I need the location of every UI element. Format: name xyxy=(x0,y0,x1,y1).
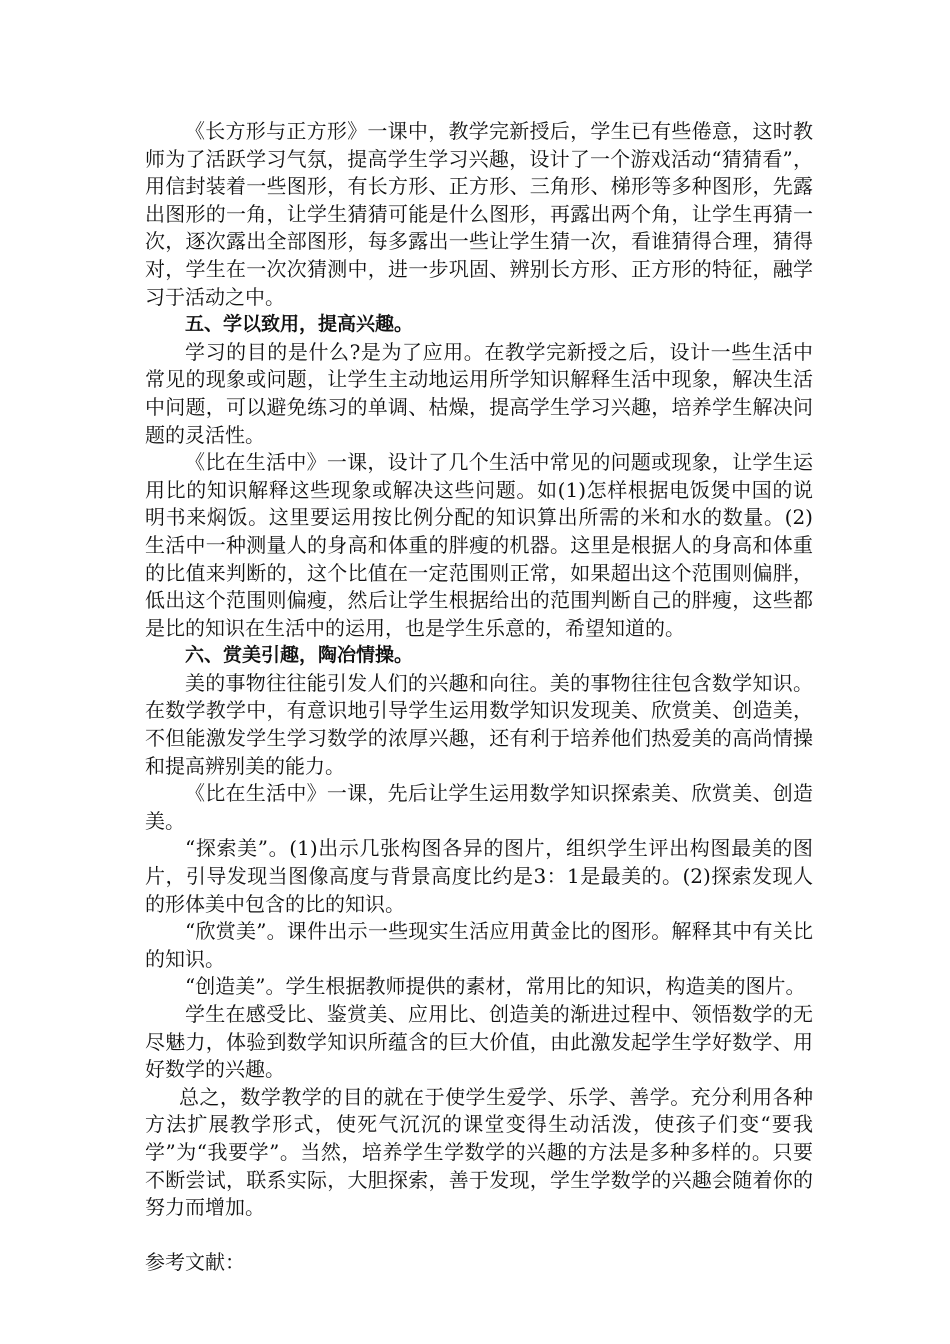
paragraph-ratio-in-life-problems: 《比在生活中》一课，设计了几个生活中常见的问题或现象，让学生运用比的知识解释这些现象或解决这些问题。如(1)怎样根据电饭煲中国的说明书来焖饭。这里要运用按比例分配的知识算出所需的米和水的数量。(2)生活中一种测量人的身高和体重的胖瘦的机器。这里是根据人的身高和体重的比值来判断的，这个比值在一定范围则正常，如果超出这个范围则偏胖，低出这个范围则偏瘦，然后让学生根据给出的范围判断自己的胖瘦，这些都是比的知识在生活中的运用，也是学生乐意的，希望知道的。 xyxy=(145,450,813,640)
paragraph-conclusion: 总之，数学教学的目的就在于使学生爱学、乐学、善学。充分利用各种方法扩展教学形式，使死气沉沉的课堂变得生动活泼，使孩子们变“要我学”为“我要学”。当然，培养学生学数学的兴趣的方法是多种多样的。只要不断尝试，联系实际，大胆探索，善于发现，学生学数学的兴趣会随着你的努力而增加。 xyxy=(145,1084,813,1220)
paragraph-purpose-of-learning: 学习的目的是什么?是为了应用。在教学完新授之后，设计一些生活中常见的现象或问题，让学生主动地运用所学知识解释生活中现象，解决生活中问题，可以避免练习的单调、枯燥，提高学生学习兴趣，培养学生解决问题的灵活性。 xyxy=(145,339,813,447)
blank-line xyxy=(145,1222,813,1250)
paragraph-explore-beauty: “探索美”。(1)出示几张构图各异的图片，组织学生评出构图最美的图片，引导发现当图像高度与背景高度比约是3：1是最美的。(2)探索发现人的形体美中包含的比的知识。 xyxy=(145,836,813,916)
paragraph-ratio-lesson-beauty: 《比在生活中》一课，先后让学生运用数学知识探索美、欣赏美、创造美。 xyxy=(145,781,813,833)
references-heading: 参考文献： xyxy=(145,1250,245,1275)
paragraph-appreciate-beauty: “欣赏美”。课件出示一些现实生活应用黄金比的图形。解释其中有关比的知识。 xyxy=(145,919,813,971)
paragraph-create-beauty: “创造美”。学生根据教师提供的素材，常用比的知识，构造美的图片。 xyxy=(185,974,806,999)
document-page xyxy=(145,118,813,1277)
paragraph-process-summary: 学生在感受比、鉴赏美、应用比、创造美的渐进过程中、领悟数学的无尽魅力，体验到数学知识所蕴含的巨大价值，由此激发起学生学好数学、用好数学的兴趣。 xyxy=(145,1002,813,1082)
paragraph-rectangle-square-game: 《长方形与正方形》一课中，教学完新授后，学生已有些倦意，这时教师为了活跃学习气氛，提高学生学习兴趣，设计了一个游戏活动“猜猜看”，用信封装着一些图形，有长方形、正方形、三角形、梯形等多种图形，先露出图形的一角，让学生猜猜可能是什么图形，再露出两个角，让学生再猜一次，逐次露出全部图形，每多露出一些让学生猜一次，看谁猜得合理，猜得对，学生在一次次猜测中，进一步巩固、辨别长方形、正方形的特征，融学习于活动之中。 xyxy=(145,119,813,309)
section-heading-six: 六、赏美引趣，陶冶情操。 xyxy=(185,644,414,667)
section-heading-five: 五、学以致用，提高兴趣。 xyxy=(185,313,414,336)
paragraph-beauty-interest: 美的事物往往能引发人们的兴趣和向往。美的事物往往包含数学知识。在数学教学中，有意识地引导学生运用数学知识发现美、欣赏美、创造美，不但能激发学生学习数学的浓厚兴趣，还有利于培养他们热爱美的高尚情操和提高辨别美的能力。 xyxy=(145,670,813,778)
